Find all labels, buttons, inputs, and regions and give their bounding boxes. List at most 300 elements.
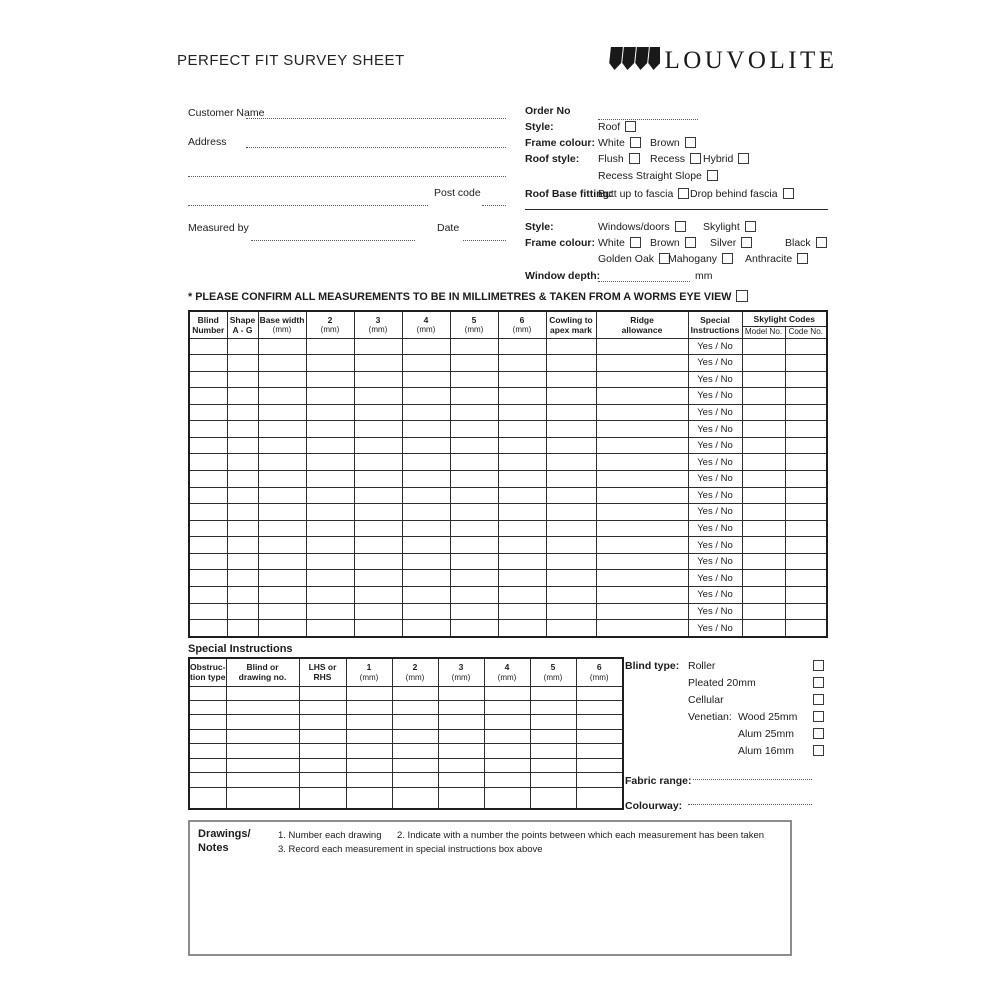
table-cell[interactable] [299, 686, 346, 700]
table-cell[interactable] [546, 437, 596, 454]
table-cell[interactable] [742, 471, 785, 488]
table-cell[interactable] [742, 421, 785, 438]
table-cell[interactable] [227, 520, 258, 537]
table-cell[interactable] [189, 700, 226, 714]
table-cell[interactable] [402, 537, 450, 554]
table-cell[interactable] [189, 454, 227, 471]
table-cell[interactable] [530, 700, 576, 714]
table-cell[interactable] [438, 773, 484, 787]
table-cell[interactable] [450, 388, 498, 405]
table-cell[interactable] [402, 338, 450, 355]
table-cell[interactable] [785, 404, 827, 421]
table-cell[interactable] [596, 388, 688, 405]
table-cell[interactable] [596, 371, 688, 388]
table-cell[interactable] [596, 454, 688, 471]
table-cell[interactable] [546, 570, 596, 587]
table-cell[interactable] [258, 553, 306, 570]
table-cell[interactable] [227, 603, 258, 620]
table-cell[interactable] [392, 758, 438, 772]
table-cell[interactable] [299, 744, 346, 758]
table-cell[interactable] [402, 388, 450, 405]
table-cell[interactable] [392, 787, 438, 809]
table-cell[interactable] [258, 537, 306, 554]
table-cell[interactable] [450, 421, 498, 438]
table-cell[interactable] [392, 729, 438, 743]
table-cell[interactable] [227, 570, 258, 587]
table-cell[interactable] [226, 700, 299, 714]
table-cell[interactable] [189, 487, 227, 504]
table-cell[interactable] [498, 371, 546, 388]
measured-by-field[interactable] [251, 229, 415, 241]
table-cell[interactable] [299, 773, 346, 787]
table-cell[interactable] [546, 471, 596, 488]
yes-no-cell[interactable]: Yes / No [688, 388, 742, 405]
table-cell[interactable] [785, 553, 827, 570]
wood-25mm-checkbox[interactable] [813, 711, 824, 722]
table-cell[interactable] [484, 729, 530, 743]
table-cell[interactable] [742, 338, 785, 355]
table-cell[interactable] [227, 437, 258, 454]
table-cell[interactable] [450, 338, 498, 355]
table-cell[interactable] [299, 700, 346, 714]
table-cell[interactable] [299, 787, 346, 809]
recess-checkbox[interactable] [690, 153, 701, 164]
drop-behind-fascia-checkbox[interactable] [783, 188, 794, 199]
table-cell[interactable] [498, 586, 546, 603]
table-cell[interactable] [227, 471, 258, 488]
table-cell[interactable] [438, 700, 484, 714]
table-cell[interactable] [354, 404, 402, 421]
white-checkbox[interactable] [630, 137, 641, 148]
table-cell[interactable] [546, 371, 596, 388]
table-cell[interactable] [498, 421, 546, 438]
flush-checkbox[interactable] [629, 153, 640, 164]
table-cell[interactable] [258, 388, 306, 405]
table-cell[interactable] [258, 454, 306, 471]
table-cell[interactable] [258, 570, 306, 587]
table-cell[interactable] [258, 603, 306, 620]
table-cell[interactable] [227, 388, 258, 405]
table-cell[interactable] [576, 700, 623, 714]
yes-no-cell[interactable]: Yes / No [688, 404, 742, 421]
table-cell[interactable] [438, 686, 484, 700]
table-cell[interactable] [546, 355, 596, 372]
table-cell[interactable] [546, 338, 596, 355]
table-cell[interactable] [354, 421, 402, 438]
table-cell[interactable] [354, 487, 402, 504]
table-cell[interactable] [498, 404, 546, 421]
table-cell[interactable] [576, 787, 623, 809]
table-cell[interactable] [306, 437, 354, 454]
yes-no-cell[interactable]: Yes / No [688, 620, 742, 637]
table-cell[interactable] [306, 421, 354, 438]
table-cell[interactable] [596, 437, 688, 454]
table-cell[interactable] [546, 504, 596, 521]
table-cell[interactable] [742, 487, 785, 504]
cellular-checkbox[interactable] [813, 694, 824, 705]
table-cell[interactable] [785, 371, 827, 388]
alum-25mm-checkbox[interactable] [813, 728, 824, 739]
table-cell[interactable] [402, 603, 450, 620]
table-cell[interactable] [530, 773, 576, 787]
table-cell[interactable] [189, 437, 227, 454]
table-cell[interactable] [402, 570, 450, 587]
table-cell[interactable] [226, 744, 299, 758]
table-cell[interactable] [189, 520, 227, 537]
table-cell[interactable] [450, 404, 498, 421]
table-cell[interactable] [189, 586, 227, 603]
table-cell[interactable] [785, 504, 827, 521]
table-cell[interactable] [742, 553, 785, 570]
table-cell[interactable] [498, 520, 546, 537]
table-cell[interactable] [596, 355, 688, 372]
yes-no-cell[interactable]: Yes / No [688, 355, 742, 372]
yes-no-cell[interactable]: Yes / No [688, 421, 742, 438]
table-cell[interactable] [189, 338, 227, 355]
table-cell[interactable] [530, 715, 576, 729]
table-cell[interactable] [596, 570, 688, 587]
fc-mahogany-checkbox[interactable] [722, 253, 733, 264]
table-cell[interactable] [189, 620, 227, 637]
table-cell[interactable] [346, 686, 392, 700]
table-cell[interactable] [450, 537, 498, 554]
table-cell[interactable] [785, 421, 827, 438]
table-cell[interactable] [227, 421, 258, 438]
table-cell[interactable] [546, 620, 596, 637]
table-cell[interactable] [498, 504, 546, 521]
table-cell[interactable] [306, 537, 354, 554]
yes-no-cell[interactable]: Yes / No [688, 603, 742, 620]
table-cell[interactable] [258, 471, 306, 488]
table-cell[interactable] [450, 471, 498, 488]
table-cell[interactable] [785, 355, 827, 372]
table-cell[interactable] [227, 404, 258, 421]
table-cell[interactable] [546, 586, 596, 603]
table-cell[interactable] [498, 620, 546, 637]
table-cell[interactable] [226, 715, 299, 729]
table-cell[interactable] [354, 537, 402, 554]
drawings-notes-box[interactable] [188, 820, 792, 956]
table-cell[interactable] [258, 487, 306, 504]
table-cell[interactable] [785, 338, 827, 355]
table-cell[interactable] [402, 421, 450, 438]
table-cell[interactable] [546, 487, 596, 504]
table-cell[interactable] [346, 758, 392, 772]
date-field[interactable] [463, 229, 506, 241]
table-cell[interactable] [484, 744, 530, 758]
table-cell[interactable] [576, 758, 623, 772]
table-cell[interactable] [785, 471, 827, 488]
table-cell[interactable] [785, 454, 827, 471]
table-cell[interactable] [346, 729, 392, 743]
table-cell[interactable] [227, 338, 258, 355]
table-cell[interactable] [450, 504, 498, 521]
table-cell[interactable] [742, 586, 785, 603]
table-cell[interactable] [258, 404, 306, 421]
skylight-checkbox[interactable] [745, 221, 756, 232]
table-cell[interactable] [498, 570, 546, 587]
windows-doors-checkbox[interactable] [675, 221, 686, 232]
yes-no-cell[interactable]: Yes / No [688, 371, 742, 388]
yes-no-cell[interactable]: Yes / No [688, 487, 742, 504]
table-cell[interactable] [392, 715, 438, 729]
table-cell[interactable] [596, 603, 688, 620]
table-cell[interactable] [392, 773, 438, 787]
table-cell[interactable] [299, 758, 346, 772]
table-cell[interactable] [354, 437, 402, 454]
fc-anthracite-checkbox[interactable] [797, 253, 808, 264]
table-cell[interactable] [258, 371, 306, 388]
table-cell[interactable] [402, 620, 450, 637]
table-cell[interactable] [226, 758, 299, 772]
table-cell[interactable] [596, 537, 688, 554]
table-cell[interactable] [226, 729, 299, 743]
table-cell[interactable] [546, 404, 596, 421]
table-cell[interactable] [189, 603, 227, 620]
table-cell[interactable] [226, 686, 299, 700]
table-cell[interactable] [189, 787, 226, 809]
table-cell[interactable] [596, 586, 688, 603]
table-cell[interactable] [227, 454, 258, 471]
table-cell[interactable] [227, 371, 258, 388]
table-cell[interactable] [450, 586, 498, 603]
table-cell[interactable] [306, 404, 354, 421]
recess-straight-slope-checkbox[interactable] [707, 170, 718, 181]
table-cell[interactable] [450, 355, 498, 372]
table-cell[interactable] [189, 686, 226, 700]
table-cell[interactable] [226, 787, 299, 809]
table-cell[interactable] [258, 620, 306, 637]
table-cell[interactable] [785, 487, 827, 504]
table-cell[interactable] [546, 553, 596, 570]
table-cell[interactable] [450, 620, 498, 637]
fc-silver-checkbox[interactable] [741, 237, 752, 248]
yes-no-cell[interactable]: Yes / No [688, 520, 742, 537]
table-cell[interactable] [402, 487, 450, 504]
table-cell[interactable] [742, 603, 785, 620]
table-cell[interactable] [438, 744, 484, 758]
table-cell[interactable] [530, 758, 576, 772]
customer-name-field[interactable] [246, 107, 506, 119]
table-cell[interactable] [785, 603, 827, 620]
table-cell[interactable] [450, 603, 498, 620]
order-no-field[interactable] [598, 108, 698, 120]
table-cell[interactable] [450, 437, 498, 454]
table-cell[interactable] [306, 471, 354, 488]
table-cell[interactable] [189, 388, 227, 405]
table-cell[interactable] [354, 520, 402, 537]
table-cell[interactable] [306, 454, 354, 471]
table-cell[interactable] [354, 570, 402, 587]
table-cell[interactable] [258, 504, 306, 521]
table-cell[interactable] [392, 686, 438, 700]
table-cell[interactable] [227, 355, 258, 372]
table-cell[interactable] [227, 553, 258, 570]
table-cell[interactable] [742, 404, 785, 421]
table-cell[interactable] [402, 355, 450, 372]
table-cell[interactable] [785, 570, 827, 587]
table-cell[interactable] [596, 471, 688, 488]
table-cell[interactable] [189, 729, 226, 743]
table-cell[interactable] [258, 421, 306, 438]
table-cell[interactable] [346, 700, 392, 714]
table-cell[interactable] [596, 553, 688, 570]
table-cell[interactable] [306, 603, 354, 620]
table-cell[interactable] [596, 404, 688, 421]
table-cell[interactable] [189, 773, 226, 787]
table-cell[interactable] [742, 437, 785, 454]
confirm-checkbox[interactable] [736, 290, 748, 302]
table-cell[interactable] [530, 686, 576, 700]
table-cell[interactable] [354, 454, 402, 471]
table-cell[interactable] [742, 537, 785, 554]
table-cell[interactable] [742, 520, 785, 537]
table-cell[interactable] [546, 421, 596, 438]
table-cell[interactable] [402, 586, 450, 603]
table-cell[interactable] [258, 437, 306, 454]
table-cell[interactable] [306, 620, 354, 637]
table-cell[interactable] [392, 700, 438, 714]
table-cell[interactable] [306, 355, 354, 372]
table-cell[interactable] [402, 454, 450, 471]
brown-checkbox[interactable] [685, 137, 696, 148]
table-cell[interactable] [742, 355, 785, 372]
yes-no-cell[interactable]: Yes / No [688, 586, 742, 603]
fc-brown-checkbox[interactable] [685, 237, 696, 248]
table-cell[interactable] [227, 620, 258, 637]
table-cell[interactable] [402, 553, 450, 570]
table-cell[interactable] [785, 537, 827, 554]
table-cell[interactable] [498, 388, 546, 405]
table-cell[interactable] [596, 421, 688, 438]
postcode-field[interactable] [482, 194, 506, 206]
table-cell[interactable] [306, 570, 354, 587]
address-field-line1[interactable] [246, 136, 506, 148]
fc-white-checkbox[interactable] [630, 237, 641, 248]
fabric-range-field[interactable] [693, 768, 812, 780]
table-cell[interactable] [258, 338, 306, 355]
table-cell[interactable] [498, 454, 546, 471]
table-cell[interactable] [484, 715, 530, 729]
table-cell[interactable] [576, 729, 623, 743]
table-cell[interactable] [354, 371, 402, 388]
address-field-line3[interactable] [188, 194, 428, 206]
table-cell[interactable] [354, 553, 402, 570]
table-cell[interactable] [299, 729, 346, 743]
table-cell[interactable] [546, 603, 596, 620]
table-cell[interactable] [189, 471, 227, 488]
table-cell[interactable] [546, 520, 596, 537]
table-cell[interactable] [227, 537, 258, 554]
table-cell[interactable] [392, 744, 438, 758]
table-cell[interactable] [226, 773, 299, 787]
table-cell[interactable] [576, 744, 623, 758]
table-cell[interactable] [354, 620, 402, 637]
table-cell[interactable] [402, 437, 450, 454]
table-cell[interactable] [402, 371, 450, 388]
table-cell[interactable] [742, 454, 785, 471]
window-depth-field[interactable] [598, 270, 690, 282]
yes-no-cell[interactable]: Yes / No [688, 454, 742, 471]
table-cell[interactable] [742, 371, 785, 388]
table-cell[interactable] [742, 570, 785, 587]
table-cell[interactable] [258, 520, 306, 537]
table-cell[interactable] [306, 586, 354, 603]
table-cell[interactable] [306, 388, 354, 405]
table-cell[interactable] [498, 355, 546, 372]
butt-up-to-fascia-checkbox[interactable] [678, 188, 689, 199]
table-cell[interactable] [227, 487, 258, 504]
table-cell[interactable] [189, 570, 227, 587]
table-cell[interactable] [354, 471, 402, 488]
pleated-20mm-checkbox[interactable] [813, 677, 824, 688]
table-cell[interactable] [189, 537, 227, 554]
table-cell[interactable] [498, 537, 546, 554]
table-cell[interactable] [306, 553, 354, 570]
table-cell[interactable] [258, 355, 306, 372]
roof-checkbox[interactable] [625, 121, 636, 132]
table-cell[interactable] [785, 437, 827, 454]
table-cell[interactable] [299, 715, 346, 729]
table-cell[interactable] [354, 504, 402, 521]
table-cell[interactable] [354, 338, 402, 355]
table-cell[interactable] [189, 744, 226, 758]
table-cell[interactable] [484, 787, 530, 809]
colourway-field[interactable] [688, 793, 812, 805]
address-field-line2[interactable] [188, 165, 506, 177]
table-cell[interactable] [785, 586, 827, 603]
table-cell[interactable] [498, 603, 546, 620]
table-cell[interactable] [484, 773, 530, 787]
table-cell[interactable] [576, 715, 623, 729]
table-cell[interactable] [484, 758, 530, 772]
table-cell[interactable] [530, 744, 576, 758]
table-cell[interactable] [227, 504, 258, 521]
table-cell[interactable] [742, 620, 785, 637]
table-cell[interactable] [498, 338, 546, 355]
hybrid-checkbox[interactable] [738, 153, 749, 164]
roller-checkbox[interactable] [813, 660, 824, 671]
yes-no-cell[interactable]: Yes / No [688, 338, 742, 355]
table-cell[interactable] [450, 487, 498, 504]
fc-black-checkbox[interactable] [816, 237, 827, 248]
table-cell[interactable] [785, 520, 827, 537]
table-cell[interactable] [450, 553, 498, 570]
table-cell[interactable] [354, 586, 402, 603]
table-cell[interactable] [530, 729, 576, 743]
table-cell[interactable] [450, 371, 498, 388]
table-cell[interactable] [498, 437, 546, 454]
table-cell[interactable] [402, 404, 450, 421]
table-cell[interactable] [530, 787, 576, 809]
yes-no-cell[interactable]: Yes / No [688, 553, 742, 570]
table-cell[interactable] [189, 758, 226, 772]
table-cell[interactable] [438, 729, 484, 743]
table-cell[interactable] [306, 371, 354, 388]
table-cell[interactable] [438, 758, 484, 772]
table-cell[interactable] [546, 537, 596, 554]
table-cell[interactable] [546, 388, 596, 405]
table-cell[interactable] [346, 744, 392, 758]
yes-no-cell[interactable]: Yes / No [688, 471, 742, 488]
table-cell[interactable] [354, 603, 402, 620]
table-cell[interactable] [438, 787, 484, 809]
table-cell[interactable] [354, 388, 402, 405]
table-cell[interactable] [484, 700, 530, 714]
table-cell[interactable] [227, 586, 258, 603]
table-cell[interactable] [189, 404, 227, 421]
table-cell[interactable] [402, 471, 450, 488]
